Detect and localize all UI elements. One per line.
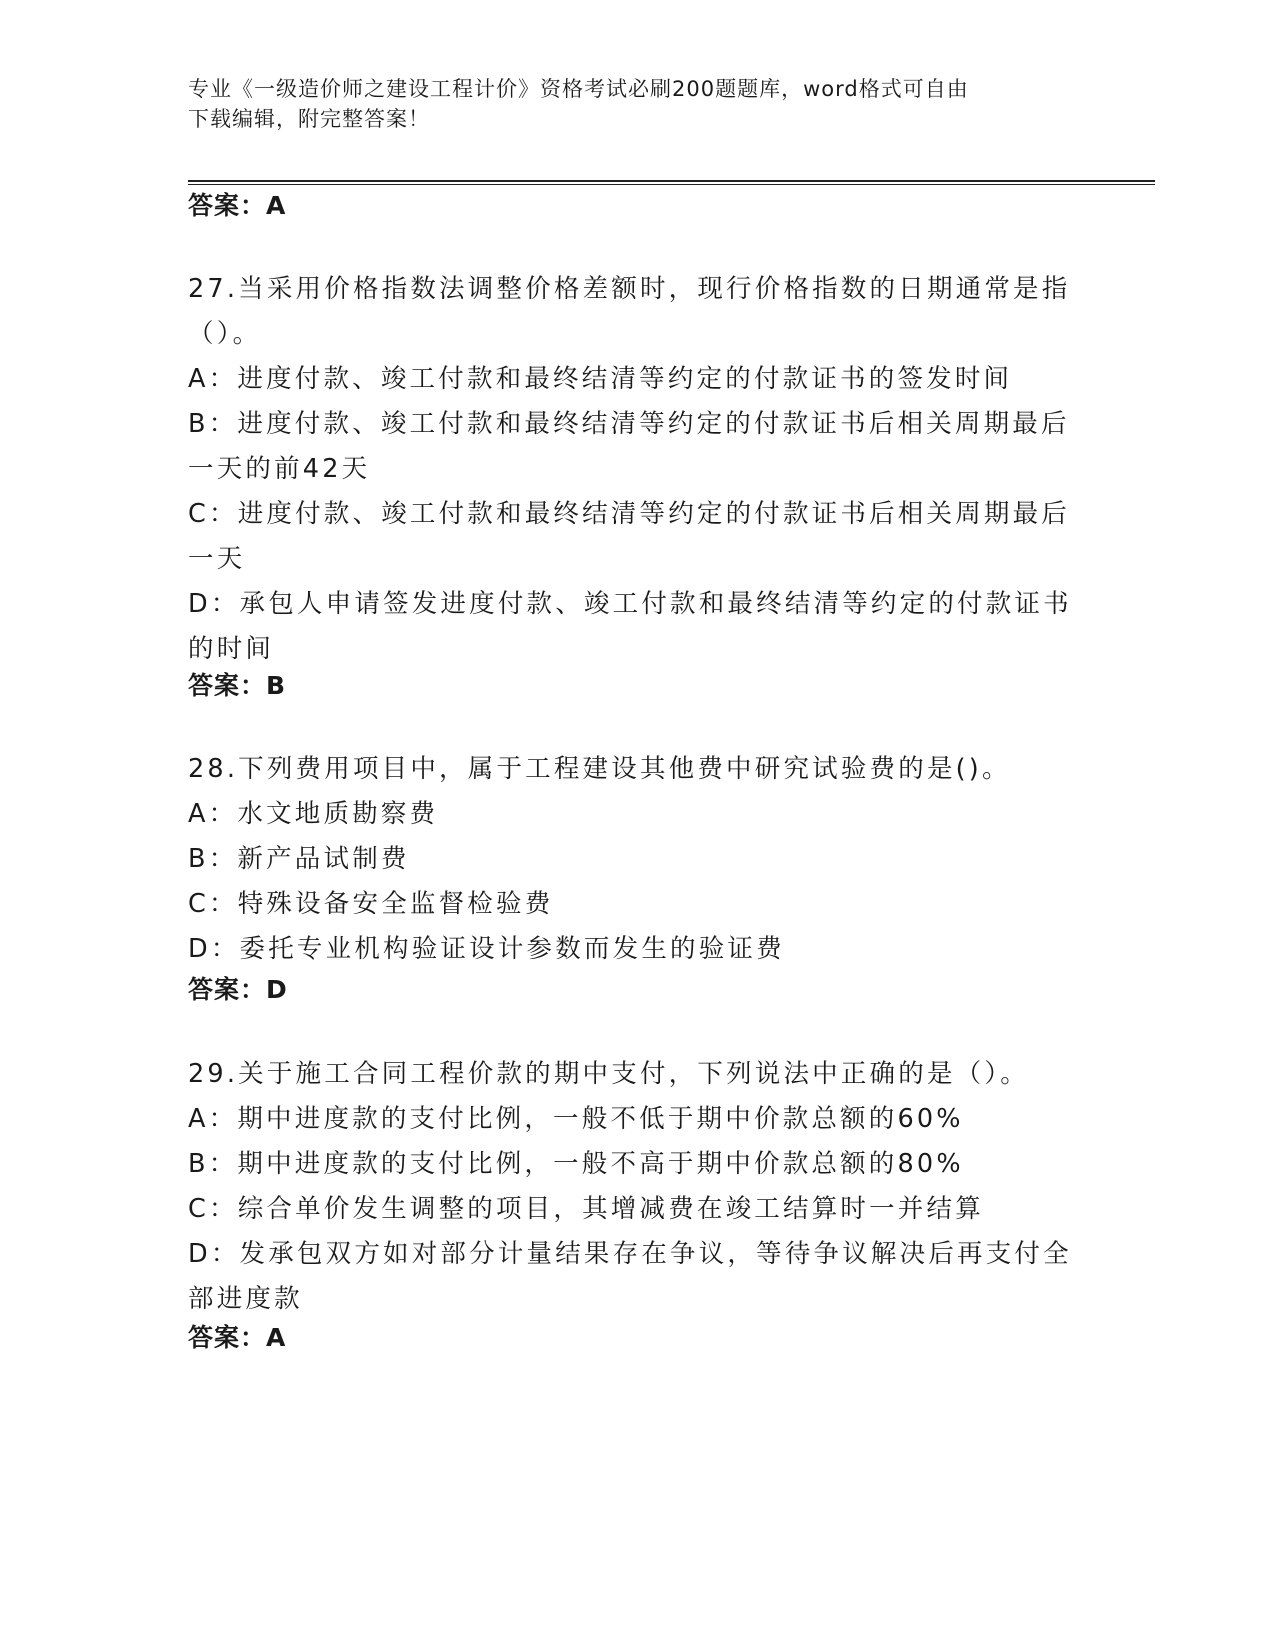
question-stem: 28.下列费用项目中，属于工程建设其他费中研究试验费的是()。	[188, 754, 1011, 784]
document-header	[188, 74, 1068, 134]
option-b: B：新产品试制费	[188, 844, 410, 874]
option-b: 一天的前42天	[188, 454, 371, 484]
option-d: 部进度款	[188, 1284, 303, 1314]
answer-label: 答案：A	[188, 1323, 287, 1352]
question-stem: 29.关于施工合同工程价款的期中支付，下列说法中正确的是（）。	[188, 1059, 1030, 1089]
option-c: C：特殊设备安全监督检验费	[188, 889, 554, 919]
option-d: D：发承包双方如对部分计量结果存在争议，等待争议解决后再支付全	[188, 1239, 1072, 1269]
option-b: B：期中进度款的支付比例，一般不高于期中价款总额的80%	[188, 1149, 964, 1179]
option-a: A：水文地质勘察费	[188, 799, 439, 829]
option-d: 的时间	[188, 634, 275, 664]
option-c: C：综合单价发生调整的项目，其增减费在竣工结算时一并结算	[188, 1194, 984, 1224]
header-line: 下载编辑，附完整答案！	[188, 107, 430, 131]
option-d: D：委托专业机构验证设计参数而发生的验证费	[188, 934, 785, 964]
option-d: D：承包人申请签发进度付款、竣工付款和最终结清等约定的付款证书	[188, 589, 1072, 619]
answer-label: 答案：D	[188, 975, 288, 1004]
question-28	[188, 747, 1078, 972]
answer-label: 答案：B	[188, 671, 287, 700]
option-c: 一天	[188, 544, 246, 574]
option-a: A：期中进度款的支付比例，一般不低于期中价款总额的60%	[188, 1104, 964, 1134]
header-divider	[188, 180, 1155, 182]
question-stem: （）。	[188, 319, 262, 349]
question-29	[188, 1052, 1078, 1322]
option-a: A：进度付款、竣工付款和最终结清等约定的付款证书的签发时间	[188, 364, 1013, 394]
header-line: 专业《一级造价师之建设工程计价》资格考试必刷200题题库，word格式可自由	[188, 77, 969, 101]
answer-label: 答案：A	[188, 191, 287, 220]
header-divider-thin	[188, 184, 1155, 185]
question-stem: 27.当采用价格指数法调整价格差额时，现行价格指数的日期通常是指	[188, 274, 1071, 304]
question-27	[188, 267, 1078, 672]
option-c: C：进度付款、竣工付款和最终结清等约定的付款证书后相关周期最后	[188, 499, 1071, 529]
option-b: B：进度付款、竣工付款和最终结清等约定的付款证书后相关周期最后	[188, 409, 1070, 439]
